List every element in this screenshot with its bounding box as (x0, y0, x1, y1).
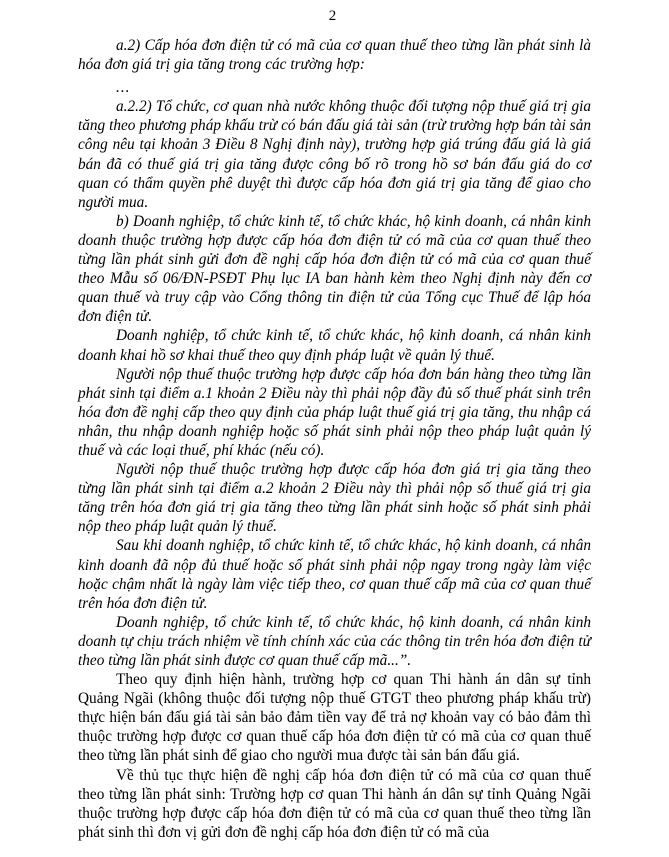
paragraph-khai-ho-so: Doanh nghiệp, tổ chức kinh tế, tổ chức khác, hộ kinh doanh, cá nhân kinh doanh khai hồ sơ khai thuế theo quy định pháp luật về quản lý thuế. (78, 327, 591, 364)
document-body (0, 24, 669, 842)
paragraph-a22: a.2.2) Tổ chức, cơ quan nhà nước không thuộc đối tượng nộp thuế giá trị gia tăng theo phương pháp khấu trừ có bán đấu giá tài sản (trừ trường hợp bán tài sản công nêu tại khoản 3 Điều 8 Nghị định này), trường hợp giá trúng đấu giá là giá bán đã có thuế giá trị gia tăng được công bố rõ trong hồ sơ bán đấu giá do cơ quan có thẩm quyền phê duyệt thì được cấp hóa đơn giá trị gia tăng để giao cho người mua. (78, 98, 591, 211)
paragraph-ve-thu-tuc: Về thủ tục thực hiện đề nghị cấp hóa đơn điện tử có mã của cơ quan thuế theo từng lần phát sinh: Trường hợp cơ quan Thi hành án dân sự tỉnh Quảng Ngãi thuộc trường hợp được cấp hóa đơn điện tử có mã của cơ quan thuế theo từng lần phát sinh thì đơn vị gửi đơn đề nghị cấp hóa đơn điện tử có mã của (78, 766, 591, 841)
paragraph-a2: a.2) Cấp hóa đơn điện tử có mã của cơ quan thuế theo từng lần phát sinh là hóa đơn giá trị gia tăng trong các trường hợp: (78, 37, 591, 74)
paragraph-ellipsis: ... (116, 79, 131, 97)
paragraph-theo-quy-dinh-hien-hanh: Theo quy định hiện hành, trường hợp cơ quan Thi hành án dân sự tỉnh Quảng Ngãi (không thuộc đối tượng nộp thuế GTGT theo phương pháp khấu trừ) thực hiện bán đấu giá tài sản bảo đảm tiền vay để trả nợ khoản vay có bảo đảm thì thuộc trường hợp được cơ quan thuế cấp hóa đơn điện tử có mã của cơ quan thuế theo từng lần phát sinh để giao cho người mua được tài sản bán đấu giá. (78, 671, 591, 765)
paragraph-nguoi-nop-thue-a1: Người nộp thuế thuộc trường hợp được cấp hóa đơn bán hàng theo từng lần phát sinh tại điểm a.1 khoản 2 Điều này thì phải nộp đầy đủ số thuế phát sinh trên hóa đơn đề nghị cấp theo quy định của pháp luật thuế giá trị gia tăng, thu nhập cá nhân, thu nhập doanh nghiệp hoặc số phát sinh phải nộp theo pháp luật quản lý thuế và các loại thuế, phí khác (nếu có). (78, 365, 591, 459)
paragraph-nguoi-nop-thue-a2: Người nộp thuế thuộc trường hợp được cấp hóa đơn giá trị gia tăng theo từng lần phát sinh tại điểm a.2 khoản 2 Điều này thì phải nộp số thuế giá trị gia tăng trên hóa đơn giá trị gia tăng theo từng lần phát sinh hoặc số phát sinh phải nộp theo pháp luật quản lý thuế. (78, 461, 591, 536)
paragraph-b: b) Doanh nghiệp, tổ chức kinh tế, tổ chức khác, hộ kinh doanh, cá nhân kinh doanh thuộc trường hợp được cấp hóa đơn điện tử có mã của cơ quan thuế theo từng lần phát sinh gửi đơn đề nghị cấp hóa đơn điện tử có mã của cơ quan thuế theo Mẫu số 06/ĐN-PSĐT Phụ lục IA ban hành kèm theo Nghị định này đến cơ quan thuế và truy cập vào Cổng thông tin điện tử của Tổng cục Thuế để lập hóa đơn điện tử. (78, 212, 591, 326)
paragraph-sau-khi-doanh-nghiep: Sau khi doanh nghiệp, tổ chức kinh tế, tổ chức khác, hộ kinh doanh, cá nhân kinh doanh đã nộp đủ thuế hoặc số phát sinh phải nộp ngay trong ngày làm việc hoặc chậm nhất là ngày làm việc tiếp theo, cơ quan thuế cấp mã của cơ quan thuế trên hóa đơn điện tử. (78, 537, 591, 612)
paragraph-tu-chiu-trach-nhiem: Doanh nghiệp, tổ chức kinh tế, tổ chức khác, hộ kinh doanh, cá nhân kinh doanh tự chịu trách nhiệm về tính chính xác của các thông tin trên hóa đơn điện tử theo từng lần phát sinh được cơ quan thuế cấp mã...”. (78, 613, 591, 669)
page-number: 2 (328, 8, 337, 24)
